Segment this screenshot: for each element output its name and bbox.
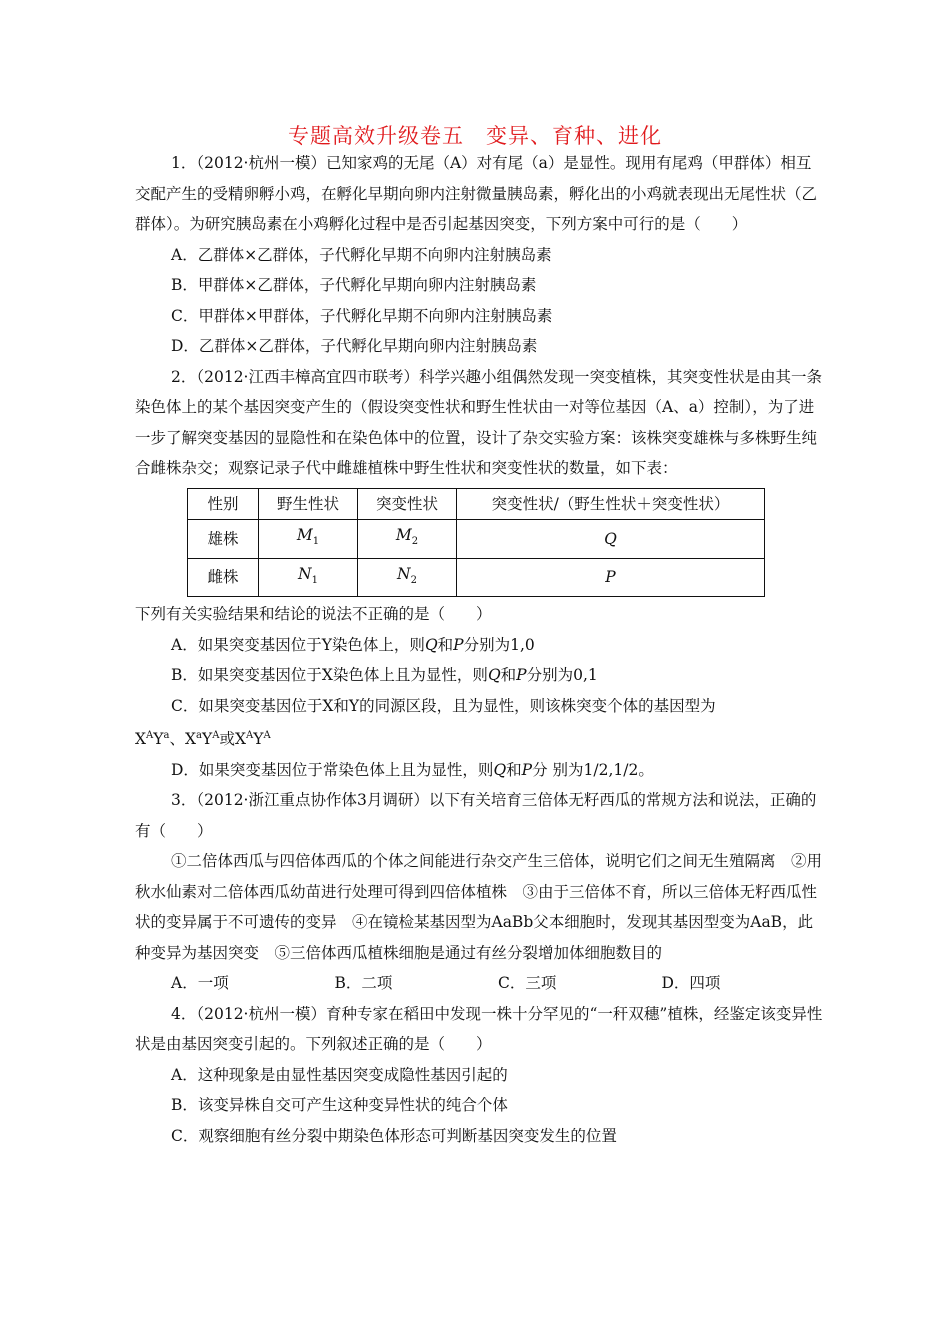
table-header-cell: 性别 [188, 488, 259, 520]
q4-option-c: C．观察细胞有丝分裂中期染色体形态可判断基因突变发生的位置 [171, 1126, 617, 1145]
q1-option-d: D．乙群体×乙群体，子代孵化早期向卵内注射胰岛素 [171, 337, 538, 355]
q2-option-b: B．如果突变基因位于X染色体上且为显性，则Q和P分别为0,1 [171, 666, 598, 685]
q3-option-b: B．二项 [334, 974, 393, 993]
table-header-cell: 突变性状 [358, 488, 457, 520]
table-header-cell: 突变性状/（野生性状＋突变性状） [457, 488, 765, 520]
q2-option-a: A．如果突变基因位于Y染色体上，则Q和P分别为1,0 [171, 635, 535, 654]
q3-option-d: D．四项 [661, 974, 721, 993]
table-cell-wild: $N_1$ [259, 558, 358, 597]
q1-stem: 1．（2012·杭州一模）已知家鸡的无尾（A）对有尾（a）是显性。现用有尾鸡（甲群体）相互交配产生的受精卵孵小鸡，在孵化早期向卵内注射微量胰岛素，孵化出的小鸡就表现出无尾性状（乙群体）。为研究胰岛素在小鸡孵化过程中是否引起基因突变，下列方案中可行的是（ ） [135, 154, 818, 233]
q2-option-c: C．如果突变基因位于X和Y的同源区段，且为显性，则该株突变个体的基因型为 [171, 696, 716, 715]
table-row [188, 520, 765, 559]
q2-stem: 2．（2012·江西丰樟高宜四市联考）科学兴趣小组偶然发现一突变植株，其突变性状是由其一条染色体上的某个基因突变产生的（假设突变性状和野生性状由一对等位基因（A、a）控制），为了进一步了解突变基因的显隐性和在染色体中的位置，设计了杂交实验方案：该株突变雄株与多株野生纯合雌株杂交；观察记录子代中雌雄植株中野生性状和突变性状的数量，如下表： [135, 367, 822, 477]
q1-option-b: B．甲群体×乙群体，子代孵化早期向卵内注射胰岛素 [171, 276, 537, 294]
table-header-cell: 野生性状 [259, 488, 358, 520]
table-cell-ratio: P [457, 558, 765, 597]
page-title: 专题高效升级卷五 变异、育种、进化 [288, 124, 662, 148]
q1-option-c: C．甲群体×甲群体，子代孵化早期不向卵内注射胰岛素 [171, 306, 553, 325]
q2-after-table: 下列有关实验结果和结论的说法不正确的是（ ） [135, 605, 492, 624]
q3-option-c: C．三项 [498, 974, 557, 993]
q1-option-a: A．乙群体×乙群体，子代孵化早期不向卵内注射胰岛素 [171, 245, 552, 264]
q3-options [135, 968, 825, 999]
results-table [187, 488, 765, 598]
table-row [188, 558, 765, 597]
q2-option-d: D．如果突变基因位于常染色体上且为显性，则Q和P分 别为1/2,1/2。 [171, 760, 654, 779]
table-cell-mutant: $N_2$ [358, 558, 457, 597]
table-cell-sex: 雄株 [188, 520, 259, 559]
q4-option-b: B．该变异株自交可产生这种变异性状的纯合个体 [171, 1096, 508, 1115]
table-cell-wild: $M_1$ [259, 520, 358, 559]
q3-stem: 3．（2012·浙江重点协作体3月调研）以下有关培育三倍体无籽西瓜的常规方法和说法，正确的有（ ） [135, 791, 817, 840]
q3-option-a: A．一项 [171, 974, 229, 993]
q4-stem: 4．（2012·杭州一模）育种专家在稻田中发现一株十分罕见的“一秆双穗”植株，经鉴定该变异性状是由基因突变引起的。下列叙述正确的是（ ） [135, 1004, 823, 1054]
table-cell-sex: 雌株 [188, 558, 259, 597]
table-cell-mutant: $M_2$ [358, 520, 457, 559]
q3-statements: ①二倍体西瓜与四倍体西瓜的个体之间能进行杂交产生三倍体，说明它们之间无生殖隔离 ②用秋水仙素对二倍体西瓜幼苗进行处理可得到四倍体植株 ③由于三倍体不育，所以三倍体无籽西瓜性状的变异属于不可遗传的变异 ④在镜检某基因型为AaBb父本细胞时，发现其基因型变为AaB，此种变异为基因突变 ⑤三倍体西瓜植株细胞是通过有丝分裂增加体细胞数目的 [135, 852, 823, 962]
table-header-row [188, 488, 765, 520]
q4-option-a: A．这种现象是由显性基因突变成隐性基因引起的 [171, 1065, 508, 1084]
table-cell-ratio: Q [457, 520, 765, 559]
q2-option-c-genotypes: $X^AY^a$、$X^aY^A$或$X^AY^A$ [135, 730, 271, 749]
document-body [135, 148, 825, 1151]
